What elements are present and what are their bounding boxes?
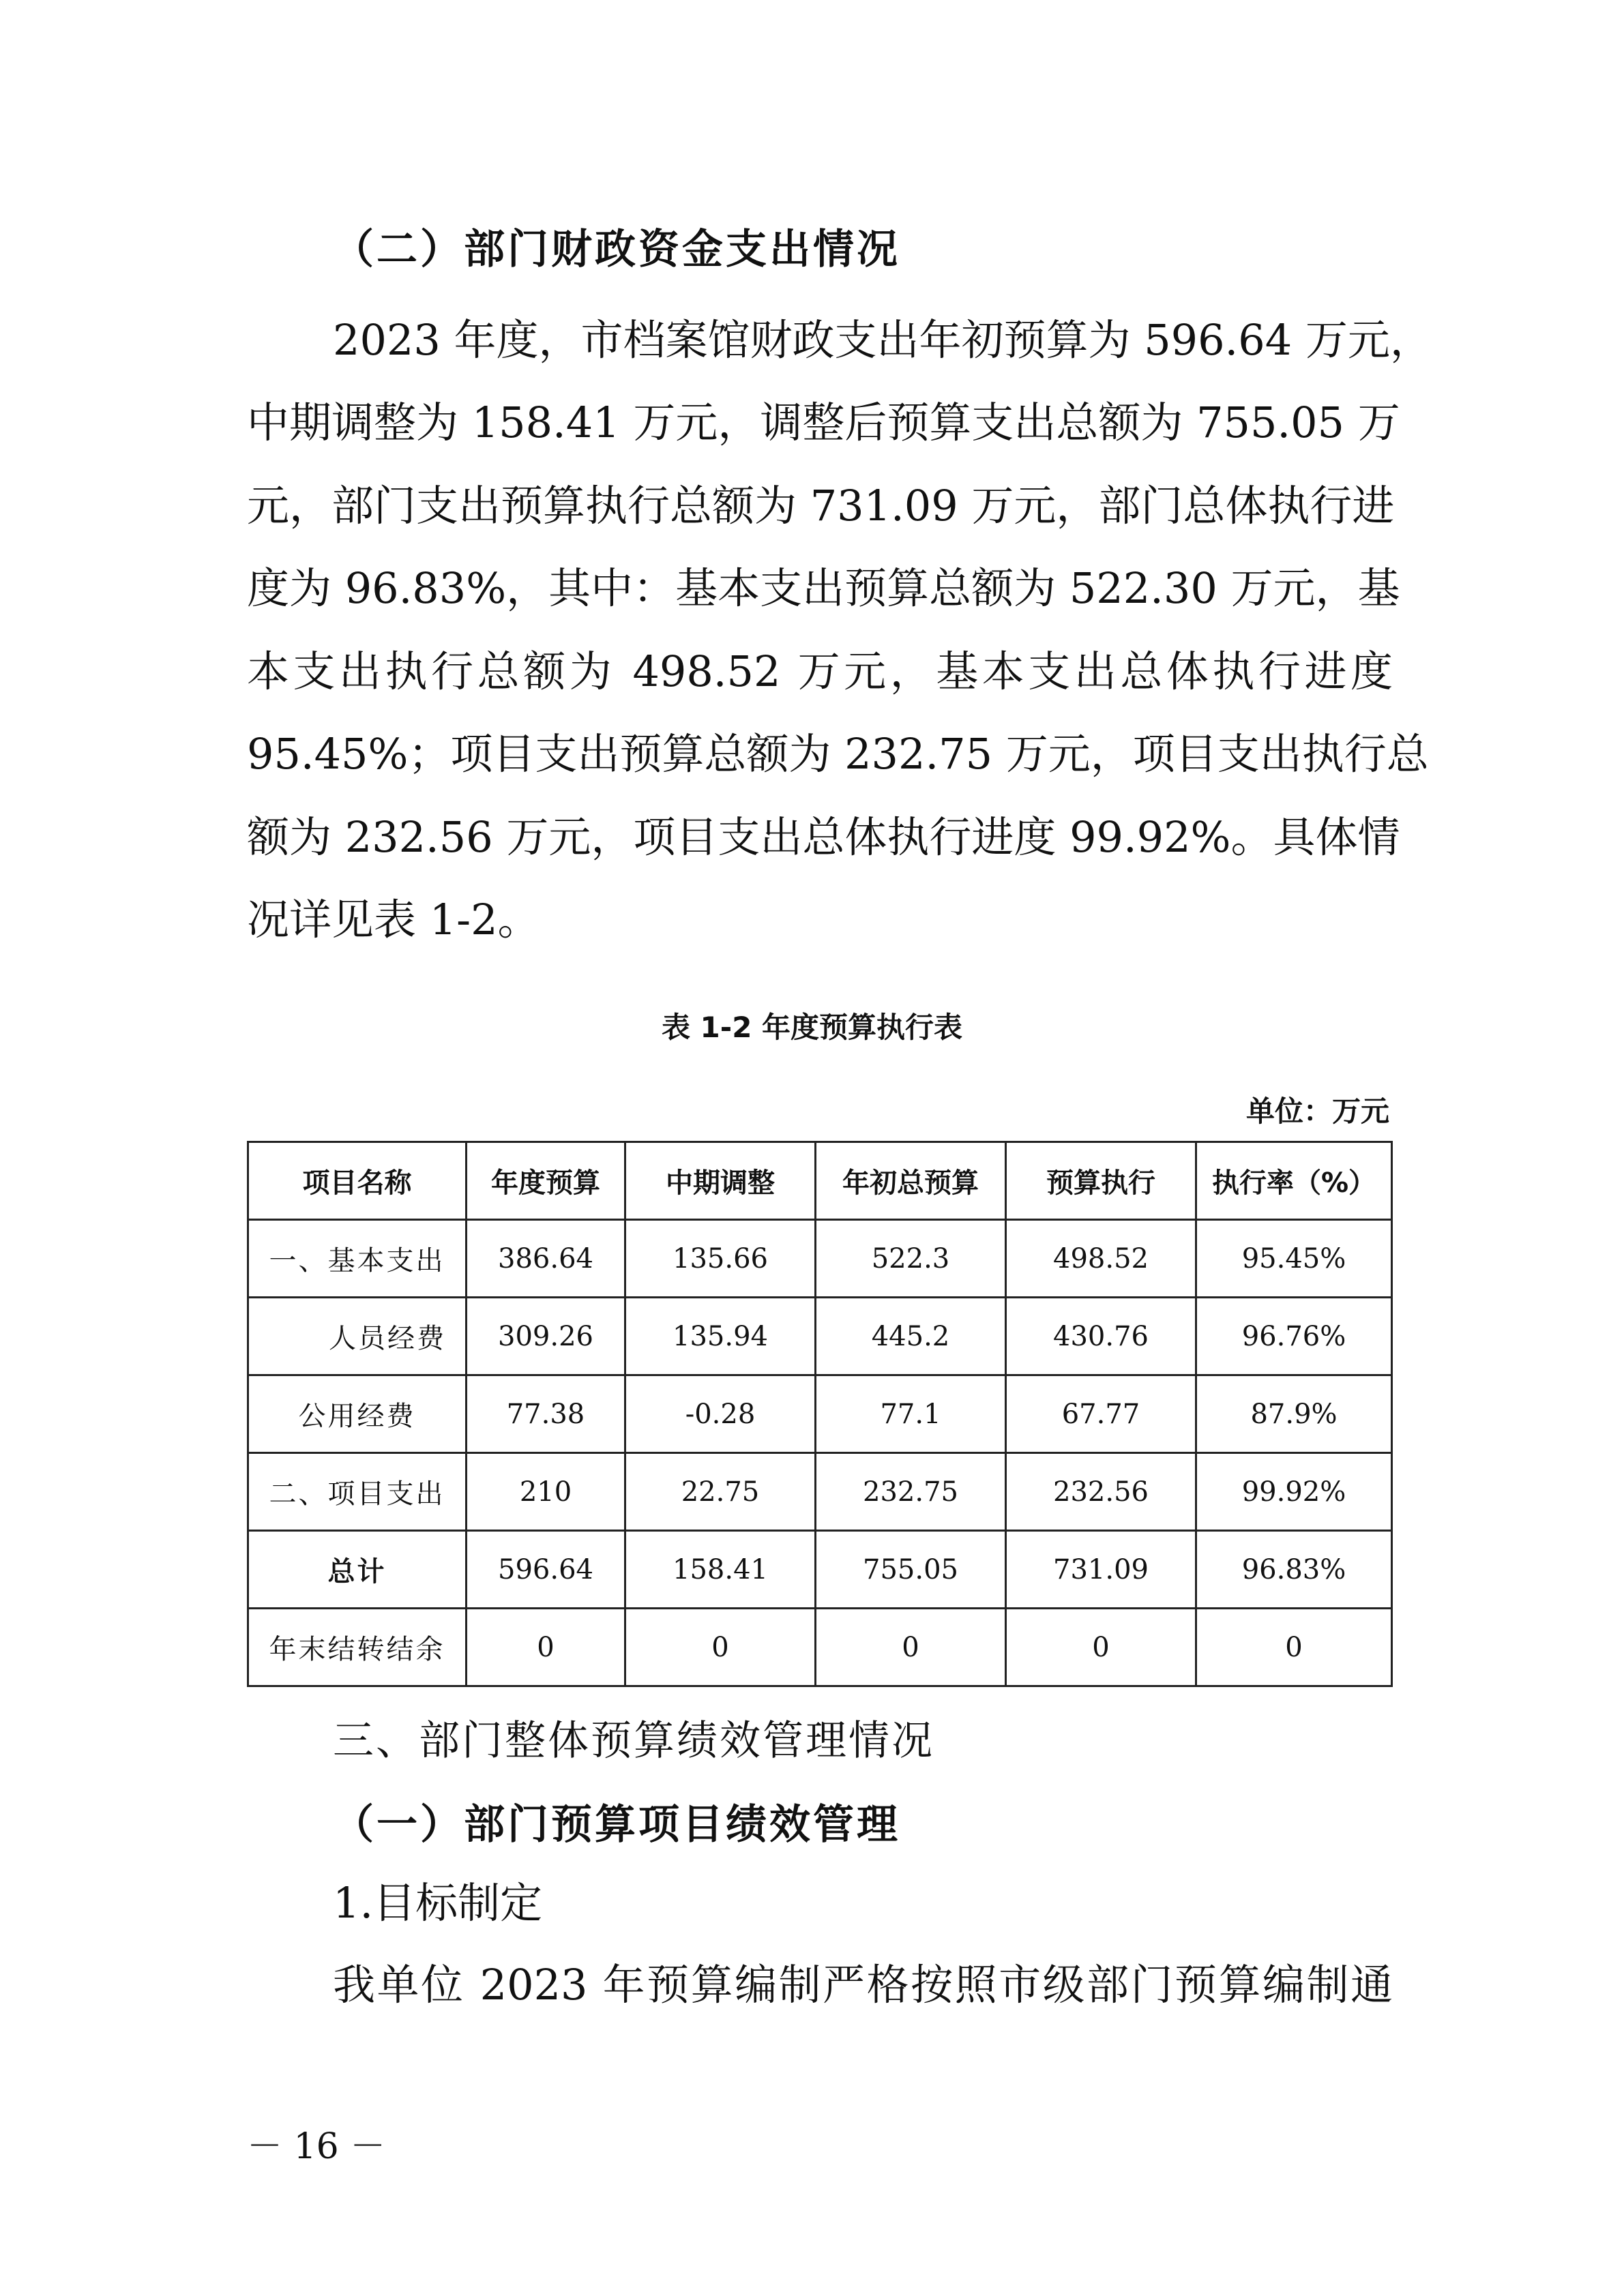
paragraph-line: 元，部门支出预算执行总额为 731.09 万元，部门总体执行进	[247, 481, 1395, 531]
row-label: 二、项目支出	[248, 1453, 467, 1531]
cell: 158.41	[625, 1531, 816, 1609]
paragraph-line: 况详见表 1-2。	[247, 895, 540, 944]
cell: 135.66	[625, 1220, 816, 1298]
item-heading: 1.目标制定	[333, 1878, 543, 1928]
cell: 232.75	[816, 1453, 1006, 1531]
table-row	[248, 1453, 1392, 1531]
cell: 135.94	[625, 1298, 816, 1375]
row-label: 公用经费	[248, 1375, 467, 1453]
cell: 0	[1196, 1609, 1392, 1686]
table-caption: 表 1-2 年度预算执行表	[661, 1011, 963, 1044]
header-cell: 项目名称	[248, 1142, 467, 1220]
table-header-row	[248, 1142, 1392, 1220]
header-cell: 预算执行	[1006, 1142, 1196, 1220]
paragraph-line: 2023 年度，市档案馆财政支出年初预算为 596.64 万元，	[333, 315, 1432, 365]
cell: -0.28	[625, 1375, 816, 1453]
cell: 596.64	[467, 1531, 625, 1609]
paragraph-line: 额为 232.56 万元，项目支出总体执行进度 99.92%。具体情	[247, 812, 1400, 862]
cell: 309.26	[467, 1298, 625, 1375]
row-label: 一、基本支出	[248, 1220, 467, 1298]
cell: 0	[816, 1609, 1006, 1686]
section-heading: （二）部门财政资金支出情况	[333, 226, 900, 273]
cell: 96.83%	[1196, 1531, 1392, 1609]
cell: 386.64	[467, 1220, 625, 1298]
paragraph-line: 度为 96.83%，其中：基本支出预算总额为 522.30 万元，基	[247, 563, 1400, 613]
table-unit: 单位：万元	[1245, 1094, 1389, 1128]
cell: 731.09	[1006, 1531, 1196, 1609]
cell: 77.1	[816, 1375, 1006, 1453]
section3-heading: 三、部门整体预算绩效管理情况	[333, 1717, 934, 1765]
page-number-text: － 16 －	[247, 2126, 386, 2167]
cell: 755.05	[816, 1531, 1006, 1609]
cell: 210	[467, 1453, 625, 1531]
paragraph-line: 中期调整为 158.41 万元，调整后预算支出总额为 755.05 万	[247, 398, 1400, 447]
table-row	[248, 1375, 1392, 1453]
cell: 87.9%	[1196, 1375, 1392, 1453]
cell: 77.38	[467, 1375, 625, 1453]
row-label: 年末结转结余	[248, 1609, 467, 1686]
cell: 0	[625, 1609, 816, 1686]
cell: 430.76	[1006, 1298, 1196, 1375]
cell: 0	[1006, 1609, 1196, 1686]
cell: 96.76%	[1196, 1298, 1392, 1375]
table-row	[248, 1609, 1392, 1686]
header-cell: 中期调整	[625, 1142, 816, 1220]
cell: 99.92%	[1196, 1453, 1392, 1531]
cell: 95.45%	[1196, 1220, 1392, 1298]
table-row	[248, 1531, 1392, 1609]
cell: 22.75	[625, 1453, 816, 1531]
cell: 0	[467, 1609, 625, 1686]
cell: 498.52	[1006, 1220, 1196, 1298]
cell: 522.3	[816, 1220, 1006, 1298]
row-label: 总计	[248, 1531, 467, 1609]
budget-table	[247, 1141, 1393, 1687]
header-cell: 年度预算	[467, 1142, 625, 1220]
paragraph-line: 本支出执行总额为 498.52 万元，基本支出总体执行进度	[247, 646, 1393, 696]
subsection-heading: （一）部门预算项目绩效管理	[333, 1801, 900, 1849]
cell: 232.56	[1006, 1453, 1196, 1531]
table-row	[248, 1298, 1392, 1375]
paragraph-line: 95.45%；项目支出预算总额为 232.75 万元，项目支出执行总	[247, 729, 1429, 779]
cell: 67.77	[1006, 1375, 1196, 1453]
row-label: 人员经费	[248, 1298, 467, 1375]
table-row	[248, 1220, 1392, 1298]
header-cell: 执行率（%）	[1196, 1142, 1392, 1220]
closing-line: 我单位 2023 年预算编制严格按照市级部门预算编制通	[333, 1960, 1393, 2010]
header-cell: 年初总预算	[816, 1142, 1006, 1220]
cell: 445.2	[816, 1298, 1006, 1375]
